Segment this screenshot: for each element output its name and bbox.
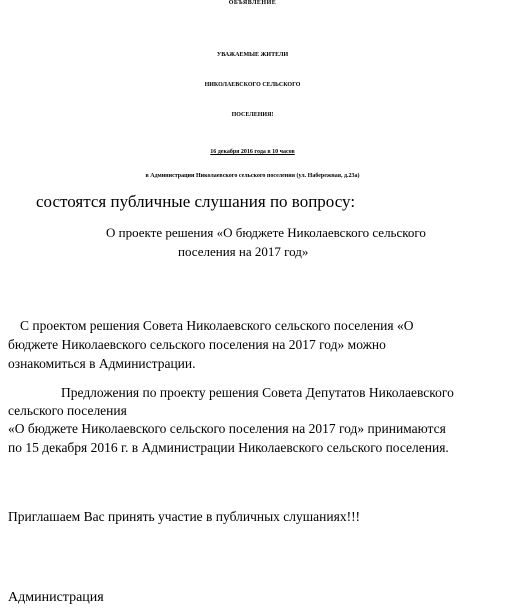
review-paragraph-line: ознакомиться в Администрации. (8, 356, 196, 371)
proposals-paragraph-line: «О бюджете Николаевского сельского поселения на 2017 год» принимаются (8, 421, 446, 436)
proposals-paragraph-line: сельского поселения (8, 403, 127, 418)
project-title-line: поселения на 2017 год» (178, 244, 309, 259)
hearing-date-time: 16 декабря 2016 года в 10 часов (210, 149, 295, 155)
address-heading-line: УВАЖАЕМЫЕ ЖИТЕЛИ (216, 52, 289, 58)
signature: Администрация (8, 590, 104, 605)
proposals-paragraph-line: по 15 декабря 2016 г. в Администрации Николаевского сельского поселения. (8, 440, 449, 455)
invitation-text: Приглашаем Вас принять участие в публичных слушаниях!!! (8, 509, 361, 524)
project-title-line: О проекте решения «О бюджете Николаевского сельского (106, 225, 426, 240)
review-paragraph-line: бюджете Николаевского сельского поселения на 2017 год» можно (8, 337, 386, 352)
hearing-intro: состоятся публичные слушания по вопросу: (36, 192, 356, 211)
proposals-paragraph-line: Предложения по проекту решения Совета Депутатов Николаевского (61, 385, 454, 400)
address-heading-line: ПОСЕЛЕНИЯ! (231, 112, 274, 118)
address-heading-line: НИКОЛАЕВСКОГО СЕЛЬСКОГО (204, 82, 301, 88)
hearing-location: в Администрации Николаевского сельского поселения (ул. Набережная, д.23а) (145, 173, 360, 179)
announcement-title: ОБЪЯВЛЕНИЕ (228, 0, 277, 6)
review-paragraph-line: С проектом решения Совета Николаевского сельского поселения «О (20, 318, 414, 333)
